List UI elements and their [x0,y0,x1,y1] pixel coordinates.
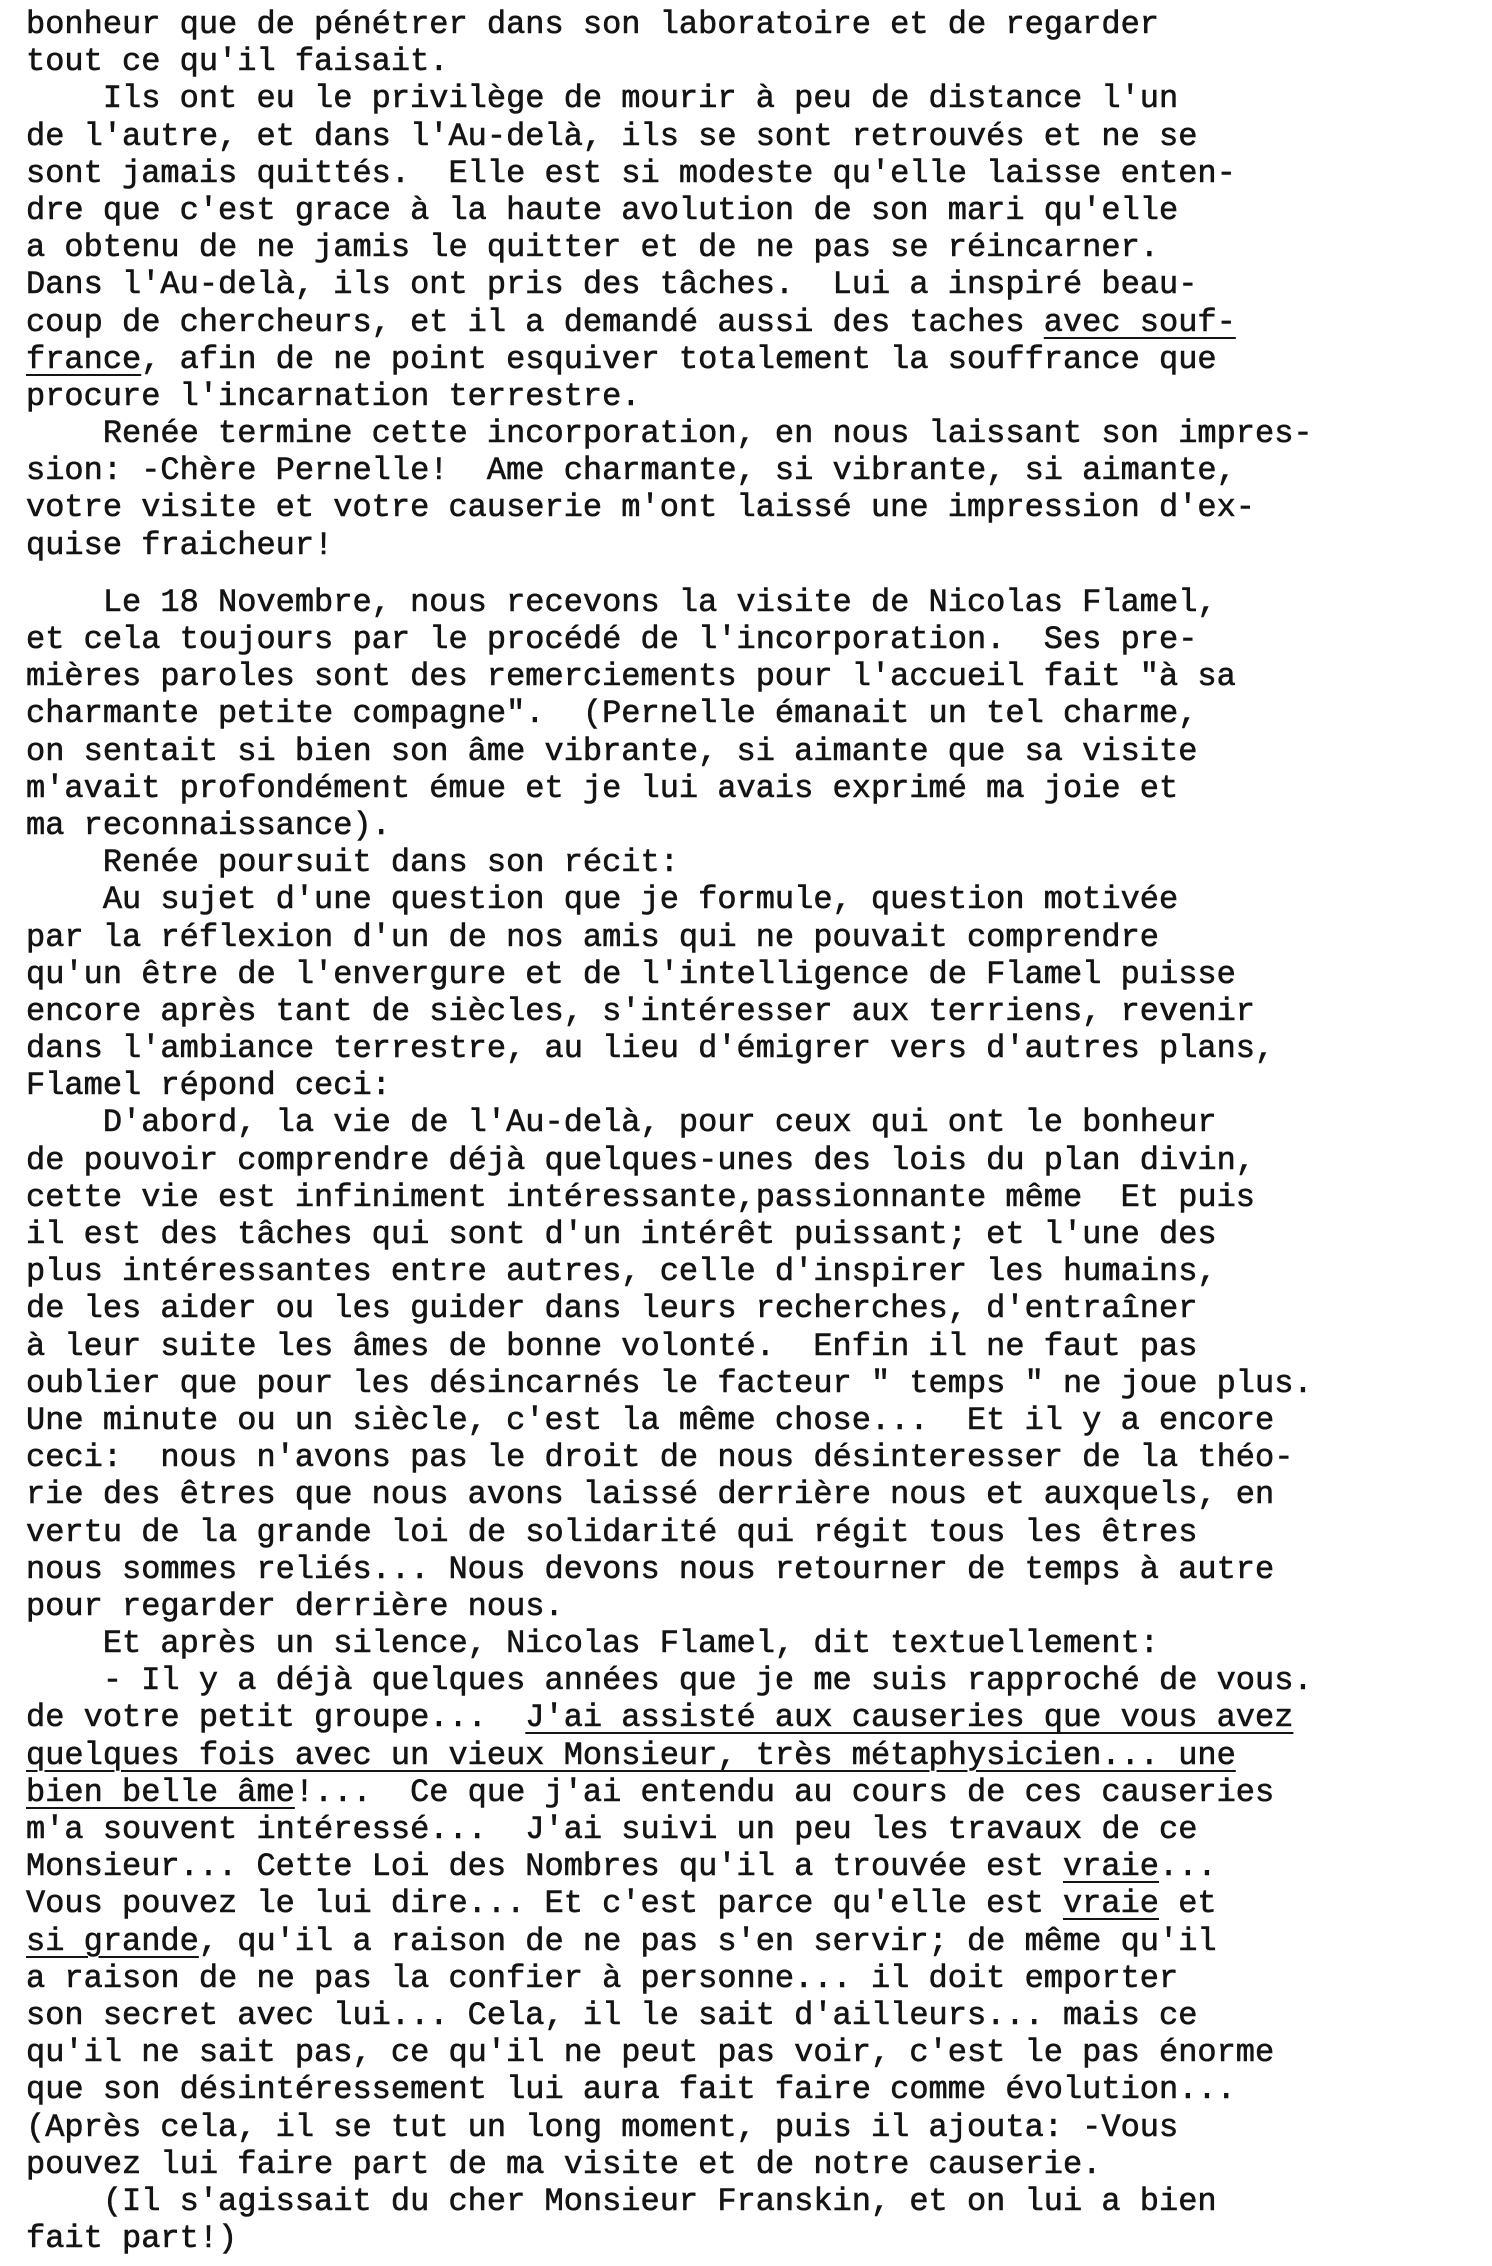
text-segment: D'abord, la vie de l'Au-delà, pour ceux qui ont le bonheur [26,1104,1217,1142]
text-line [26,527,1478,564]
text-segment: cette vie est infiniment intéressante,passionnante même Et puis [26,1178,1255,1216]
underlined-text: quelques fois avec un vieux Monsieur, très métaphysicien... une [26,1736,1236,1774]
text-line [26,1885,1478,1922]
text-line [26,2109,1478,2146]
text-segment: que son désintéressement lui aura fait faire comme évolution... [26,2071,1236,2109]
text-line [26,2146,1478,2183]
text-line [26,192,1478,229]
text-line [26,770,1478,807]
text-line [26,229,1478,266]
text-line [26,1923,1478,1960]
text-line [26,80,1478,117]
text-line [26,1365,1478,1402]
text-segment: encore après tant de siècles, s'intéresser aux terriens, revenir [26,992,1255,1030]
text-segment: a raison de ne pas la confier à personne... il doit emporter [26,1959,1179,1997]
text-segment: qu'il ne sait pas, ce qu'il ne peut pas voir, c'est le pas énorme [26,2034,1275,2072]
text-segment: bonheur que de pénétrer dans son laboratoire et de regarder [26,6,1159,43]
text-segment: Renée poursuit dans son récit: [26,844,679,882]
text-segment: m'avait profondément émue et je lui avais exprimé ma joie et [26,769,1179,807]
text-line [26,1104,1478,1141]
text-line [26,1476,1478,1513]
text-segment: tout ce qu'il faisait. [26,43,449,81]
text-segment: quise fraicheur! [26,526,334,564]
text-line [26,919,1478,956]
text-segment: pouvez lui faire part de ma visite et de notre causerie. [26,2145,1102,2183]
text-line [26,1030,1478,1067]
text-line [26,2183,1478,2220]
underlined-text: france [26,340,142,378]
text-segment: plus intéressantes entre autres, celle d'inspirer les humains, [26,1253,1217,1291]
underlined-text: bien belle âme [26,1773,295,1811]
text-line [26,155,1478,192]
text-line [26,118,1478,155]
underlined-text: si grande [26,1922,199,1960]
text-line [26,658,1478,695]
text-segment: a obtenu de ne jamis le quitter et de ne pas se réincarner. [26,229,1159,267]
text-segment: mières paroles sont des remerciements pour l'accueil fait "à sa [26,658,1236,696]
text-segment: charmante petite compagne". (Pernelle émanait un tel charme, [26,695,1198,733]
text-line [26,807,1478,844]
text-segment: pour regarder derrière nous. [26,1587,564,1625]
text-segment: dans l'ambiance terrestre, au lieu d'émigrer vers d'autres plans, [26,1030,1275,1068]
text-segment: on sentait si bien son âme vibrante, si aimante que sa visite [26,732,1198,770]
text-segment: dre que c'est grace à la haute avolution de son mari qu'elle [26,191,1179,229]
text-line [26,1067,1478,1104]
text-segment: Vous pouvez le lui dire... Et c'est parce qu'elle est [26,1885,1063,1923]
text-segment: Au sujet d'une question que je formule, question motivée [26,881,1179,919]
text-segment: de votre petit groupe... [26,1699,526,1737]
text-line [26,881,1478,918]
text-segment: - Il y a déjà quelques années que je me suis rapproché de vous. [26,1662,1313,1700]
text-line [26,304,1478,341]
text-line [26,1774,1478,1811]
text-segment: par la réflexion d'un de nos amis qui ne pouvait comprendre [26,918,1159,956]
text-line [26,2220,1478,2257]
text-line [26,1625,1478,1662]
text-line [26,695,1478,732]
text-line [26,266,1478,303]
text-line [26,956,1478,993]
text-line [26,2034,1478,2071]
text-segment: procure l'incarnation terrestre. [26,377,641,415]
text-line [26,1997,1478,2034]
text-line [26,378,1478,415]
underlined-text: vraie [1062,1848,1159,1886]
text-line [26,1216,1478,1253]
text-line [26,844,1478,881]
text-line [26,1551,1478,1588]
text-segment: votre visite et votre causerie m'ont laissé une impression d'ex- [26,489,1255,527]
text-segment: de les aider ou les guider dans leurs recherches, d'entraîner [26,1290,1198,1328]
text-line [26,1662,1478,1699]
text-line [26,1699,1478,1736]
text-line [26,621,1478,658]
text-line [26,1848,1478,1885]
text-segment: oublier que pour les désincarnés le facteur " temps " ne joue plus. [26,1364,1313,1402]
text-line [26,6,1478,43]
text-segment: Ils ont eu le privilège de mourir à peu de distance l'un [26,80,1179,118]
text-segment: Dans l'Au-delà, ils ont pris des tâches. Lui a inspiré beau- [26,266,1198,304]
underlined-text: vraie [1062,1885,1159,1923]
text-segment: Flamel répond ceci: [26,1067,391,1105]
text-line [26,1811,1478,1848]
underlined-text: J'ai assisté aux causeries que vous avez [525,1699,1294,1737]
text-line [26,452,1478,489]
text-line [26,1179,1478,1216]
text-segment: m'a souvent intéressé... J'ai suivi un peu les travaux de ce [26,1811,1198,1848]
text-segment: vertu de la grande loi de solidarité qui régit tous les êtres [26,1513,1198,1551]
text-segment: (Après cela, il se tut un long moment, puis il ajouta: -Vous [26,2108,1179,2146]
text-segment: son secret avec lui... Cela, il le sait d'ailleurs... mais ce [26,1996,1198,2034]
text-segment: à leur suite les âmes de bonne volonté. Enfin il ne faut pas [26,1327,1198,1365]
text-segment: sion: -Chère Pernelle! Ame charmante, si vibrante, si aimante, [26,452,1236,490]
text-segment: nous sommes reliés... Nous devons nous retourner de temps à autre [26,1550,1275,1588]
text-segment: ... [1158,1848,1217,1886]
text-segment: (Il s'agissait du cher Monsieur Franskin, et on lui a bien [26,2182,1217,2220]
text-line [26,1142,1478,1179]
text-segment: Une minute ou un siècle, c'est la même chose... Et il y a encore [26,1401,1275,1439]
text-segment: rie des êtres que nous avons laissé derrière nous et auxquels, en [26,1476,1275,1514]
text-segment: ma reconnaissance). [26,806,391,844]
text-line [26,1290,1478,1327]
text-segment: coup de chercheurs, et il a demandé aussi des taches [26,303,1044,341]
paragraph-gap [26,564,1478,584]
text-segment: Monsieur... Cette Loi des Nombres qu'il a trouvée est [26,1848,1063,1886]
text-segment: de pouvoir comprendre déjà quelques-unes des lois du plan divin, [26,1141,1255,1179]
text-segment: Le 18 Novembre, nous recevons la visite de Nicolas Flamel, [26,583,1217,621]
text-segment: sont jamais quittés. Elle est si modeste qu'elle laisse enten- [26,154,1236,192]
text-line [26,489,1478,526]
underlined-text: avec souf- [1043,303,1236,341]
text-line [26,1514,1478,1551]
text-segment: !... Ce que j'ai entendu au cours de ces causeries [294,1773,1275,1811]
text-segment: et cela toujours par le procédé de l'incorporation. Ses pre- [26,621,1198,658]
text-line [26,993,1478,1030]
text-segment: Renée termine cette incorporation, en nous laissant son impres- [26,415,1313,453]
text-line [26,1439,1478,1476]
text-line [26,1737,1478,1774]
text-segment: qu'un être de l'envergure et de l'intelligence de Flamel puisse [26,955,1236,993]
text-line [26,1588,1478,1625]
text-segment: de l'autre, et dans l'Au-delà, ils se sont retrouvés et ne se [26,117,1198,155]
text-segment: Et après un silence, Nicolas Flamel, dit textuellement: [26,1625,1159,1663]
text-segment: , afin de ne point esquiver totalement la souffrance que [141,340,1217,378]
text-segment: ceci: nous n'avons pas le droit de nous désinteresser de la théo- [26,1439,1294,1477]
text-line [26,1328,1478,1365]
text-segment: fait part!) [26,2220,238,2258]
text-line [26,1960,1478,1997]
text-segment: et [1158,1885,1217,1923]
text-line [26,341,1478,378]
text-line [26,584,1478,621]
text-line [26,2071,1478,2108]
text-line [26,415,1478,452]
text-line [26,1253,1478,1290]
text-line [26,733,1478,770]
text-line [26,43,1478,80]
text-line [26,1402,1478,1439]
text-segment: , qu'il a raison de ne pas s'en servir; de même qu'il [198,1922,1217,1960]
text-segment: il est des tâches qui sont d'un intérêt puissant; et l'une des [26,1216,1217,1253]
